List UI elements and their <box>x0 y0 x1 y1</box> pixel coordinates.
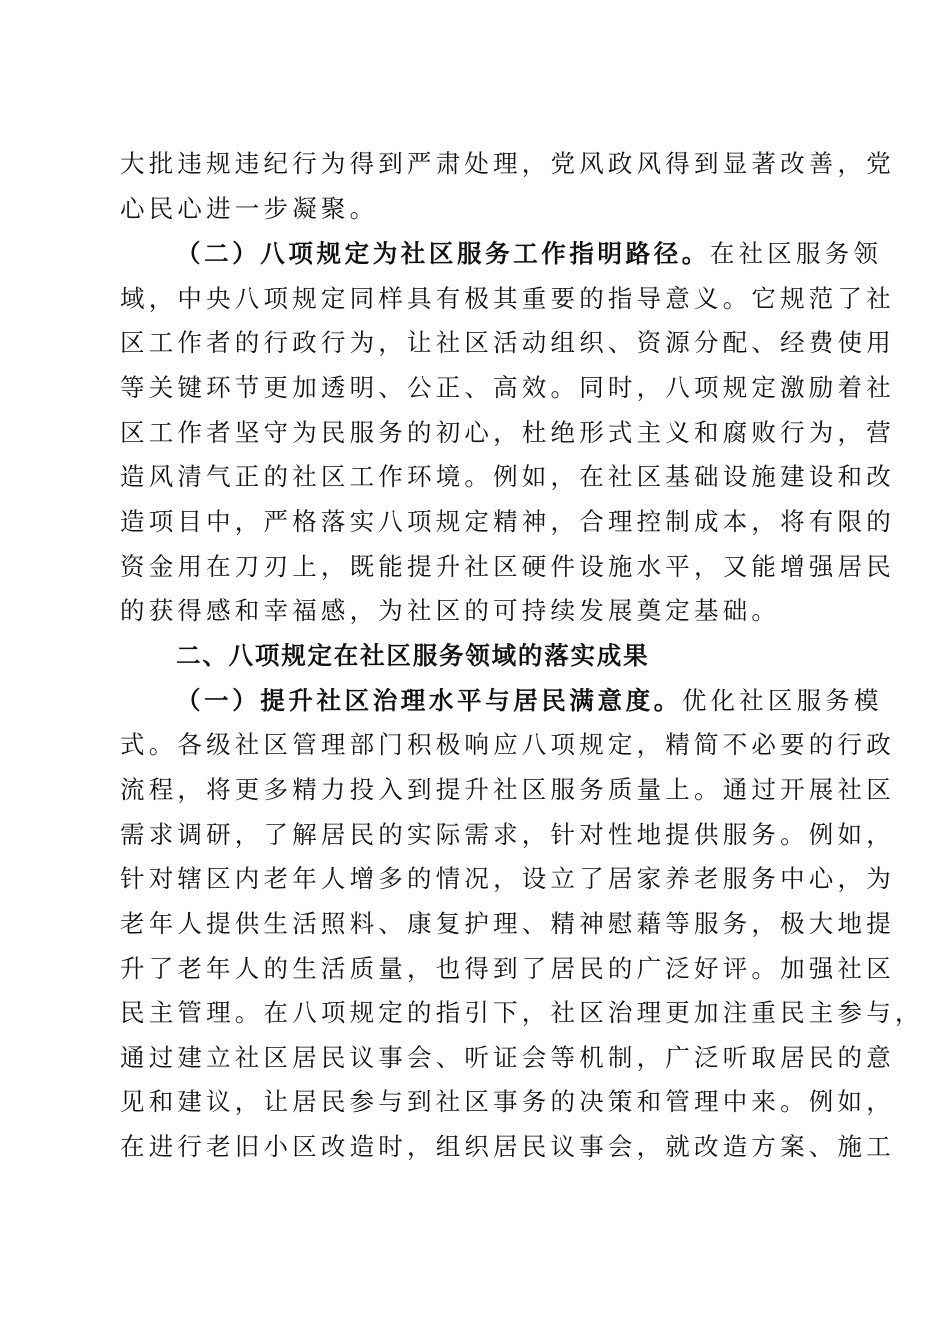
body-text-line: 老年人提供生活照料、康复护理、精神慰藉等服务，极大地提 <box>120 909 895 938</box>
body-text-line: 域，中央八项规定同样具有极其重要的指导意义。它规范了社 <box>120 284 895 313</box>
body-text-line: 通过建立社区居民议事会、听证会等机制，广泛听取居民的意 <box>120 1043 895 1072</box>
section-heading: 二、八项规定在社区服务领域的落实成果 <box>176 641 650 670</box>
body-text-line: 造风清气正的社区工作环境。例如，在社区基础设施建设和改 <box>120 462 895 491</box>
section-first-line <box>176 684 883 718</box>
body-text-line: 的获得感和幸福感，为社区的可持续发展奠定基础。 <box>120 596 781 625</box>
body-text-line: 针对辖区内老年人增多的情况，设立了居家养老服务中心，为 <box>120 864 895 893</box>
body-text-span: 优化社区服务模 <box>681 686 883 715</box>
body-text-line: 心民心进一步凝聚。 <box>120 194 379 223</box>
body-text-line: 造项目中，严格落实八项规定精神，合理控制成本，将有限的 <box>120 507 895 536</box>
body-text-line: 见和建议，让居民参与到社区事务的决策和管理中来。例如， <box>120 1087 895 1116</box>
body-text-line: 大批违规违纪行为得到严肃处理，党风政风得到显著改善，党 <box>120 149 895 178</box>
body-text-line: 区工作者坚守为民服务的初心，杜绝形式主义和腐败行为，营 <box>120 418 895 447</box>
body-text-line: 民主管理。在八项规定的指引下，社区治理更加注重民主参与， <box>120 998 924 1027</box>
body-text-line: 区工作者的行政行为，让社区活动组织、资源分配、经费使用 <box>120 328 895 357</box>
body-text-line: 升了老年人的生活质量，也得到了居民的广泛好评。加强社区 <box>120 954 895 983</box>
subsection-title: （二）八项规定为社区服务工作指明路径。 <box>176 239 710 268</box>
body-text-line: 式。各级社区管理部门积极响应八项规定，精简不必要的行政 <box>120 730 895 759</box>
body-text-line: 等关键环节更加透明、公正、高效。同时，八项规定激励着社 <box>120 373 895 402</box>
body-text-line: 需求调研，了解居民的实际需求，针对性地提供服务。例如， <box>120 820 895 849</box>
body-text-line: 流程，将更多精力投入到提升社区服务质量上。通过开展社区 <box>120 775 895 804</box>
section-first-line <box>176 237 883 271</box>
subsection-title: （一）提升社区治理水平与居民满意度。 <box>176 686 682 715</box>
body-text-line: 在进行老旧小区改造时，组织居民议事会，就改造方案、施工 <box>120 1132 895 1161</box>
body-text-line: 资金用在刀刃上，既能提升社区硬件设施水平，又能增强居民 <box>120 552 895 581</box>
body-text-span: 在社区服务领 <box>709 239 883 268</box>
